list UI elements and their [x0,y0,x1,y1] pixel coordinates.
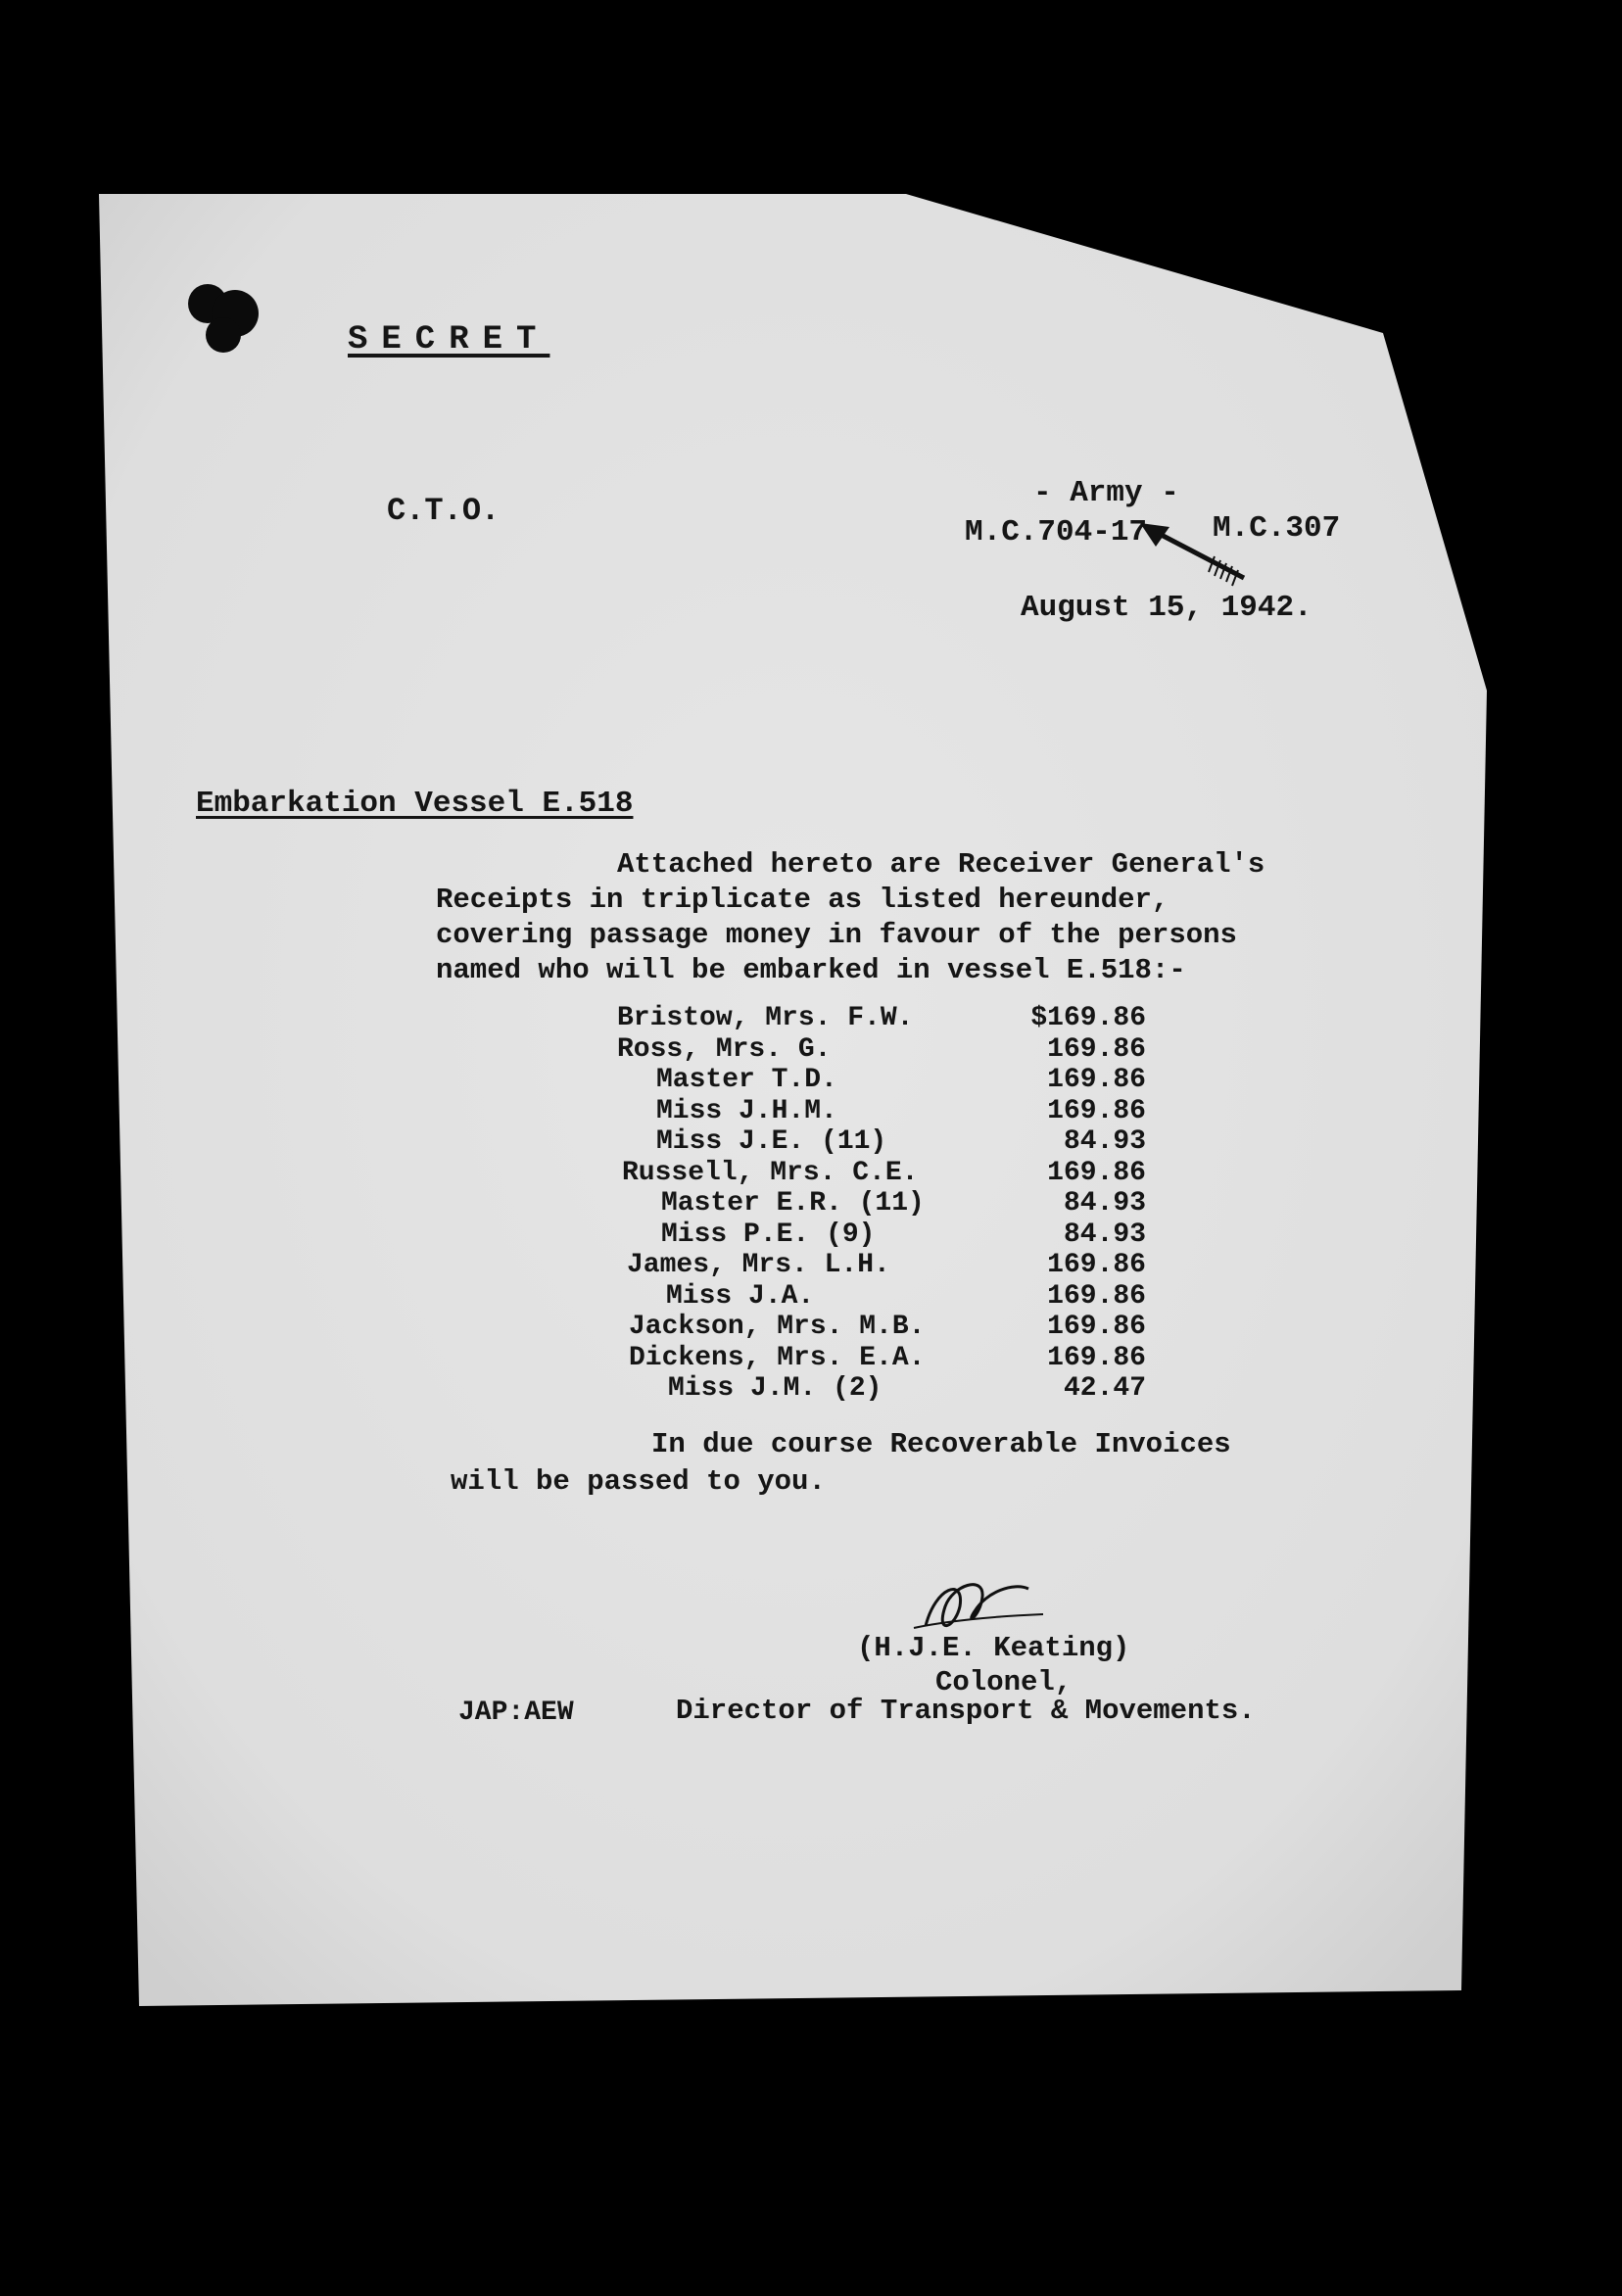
passenger-list [617,1005,1146,1407]
subject-line: Embarkation Vessel E.518 [196,787,634,821]
passenger-name: Miss J.H.M. [656,1095,837,1126]
list-item [617,1280,1146,1315]
typist-initials: JAP:AEW [458,1698,574,1728]
closing-paragraph [451,1430,1231,1505]
passage-amount: 169.86 [1047,1065,1146,1095]
passenger-name: Russell, Mrs. C.E. [622,1157,919,1188]
body-line: Attached hereto are Receiver General's [617,848,1265,881]
passage-amount: 169.86 [1047,1095,1146,1126]
passage-amount: 42.47 [1063,1373,1146,1404]
list-item [617,1095,1146,1129]
signer-title: Director of Transport & Movements. [676,1695,1256,1727]
passenger-name: Miss J.E. (11) [656,1126,887,1157]
reference-number-1: M.C.704-17 [965,515,1148,550]
passenger-name: Dickens, Mrs. E.A. [629,1342,926,1373]
closing-line: will be passed to you. [451,1465,826,1498]
list-item [617,1375,1146,1407]
list-item [617,1067,1146,1098]
passage-amount: 169.86 [1047,1250,1146,1280]
list-item [617,1221,1146,1253]
passage-amount: 169.86 [1047,1157,1146,1188]
list-item [617,1157,1146,1191]
ink-blot [184,274,272,367]
passenger-name: Miss J.M. (2) [668,1373,883,1404]
list-item [617,1005,1146,1036]
addressee: C.T.O. [387,493,501,529]
passenger-name: Miss J.A. [666,1280,815,1312]
body-line: named who will be embarked in vessel E.518:- [436,954,1186,986]
passage-amount: 84.93 [1063,1188,1146,1219]
passage-amount: 169.86 [1047,1033,1146,1065]
service-label: - Army - [1033,476,1179,510]
list-item [617,1342,1146,1376]
passage-amount: 169.86 [1047,1342,1146,1373]
passenger-name: Jackson, Mrs. M.B. [629,1312,926,1342]
body-line: Receipts in triplicate as listed hereunder, [436,884,1169,916]
body-paragraph [436,850,1317,991]
passenger-name: Master T.D. [656,1065,837,1095]
handwritten-arrow-mark [1136,517,1254,600]
classification-heading: SECRET [348,321,550,359]
list-item [617,1314,1146,1345]
list-item [617,1252,1146,1283]
passage-amount: 84.93 [1063,1219,1146,1250]
reference-number-2: M.C.307 [1213,511,1341,546]
signer-name: (H.J.E. Keating) [857,1632,1130,1664]
passenger-name: James, Mrs. L.H. [627,1250,890,1280]
list-item [617,1033,1146,1068]
passage-amount: 169.86 [1047,1280,1146,1312]
passage-amount: 169.86 [1047,1312,1146,1342]
closing-line: In due course Recoverable Invoices [651,1428,1231,1460]
passenger-name: Miss P.E. (9) [661,1219,876,1250]
list-item [617,1190,1146,1221]
passage-amount: 84.93 [1063,1126,1146,1157]
body-line: covering passage money in favour of the persons [436,919,1237,951]
passage-amount: $169.86 [1030,1003,1146,1033]
document-date: August 15, 1942. [1021,591,1312,625]
passenger-name: Master E.R. (11) [661,1188,925,1219]
list-item [617,1128,1146,1160]
signer-rank: Colonel, [935,1666,1073,1698]
passenger-name: Bristow, Mrs. F.W. [617,1003,914,1033]
passenger-name: Ross, Mrs. G. [617,1033,832,1065]
